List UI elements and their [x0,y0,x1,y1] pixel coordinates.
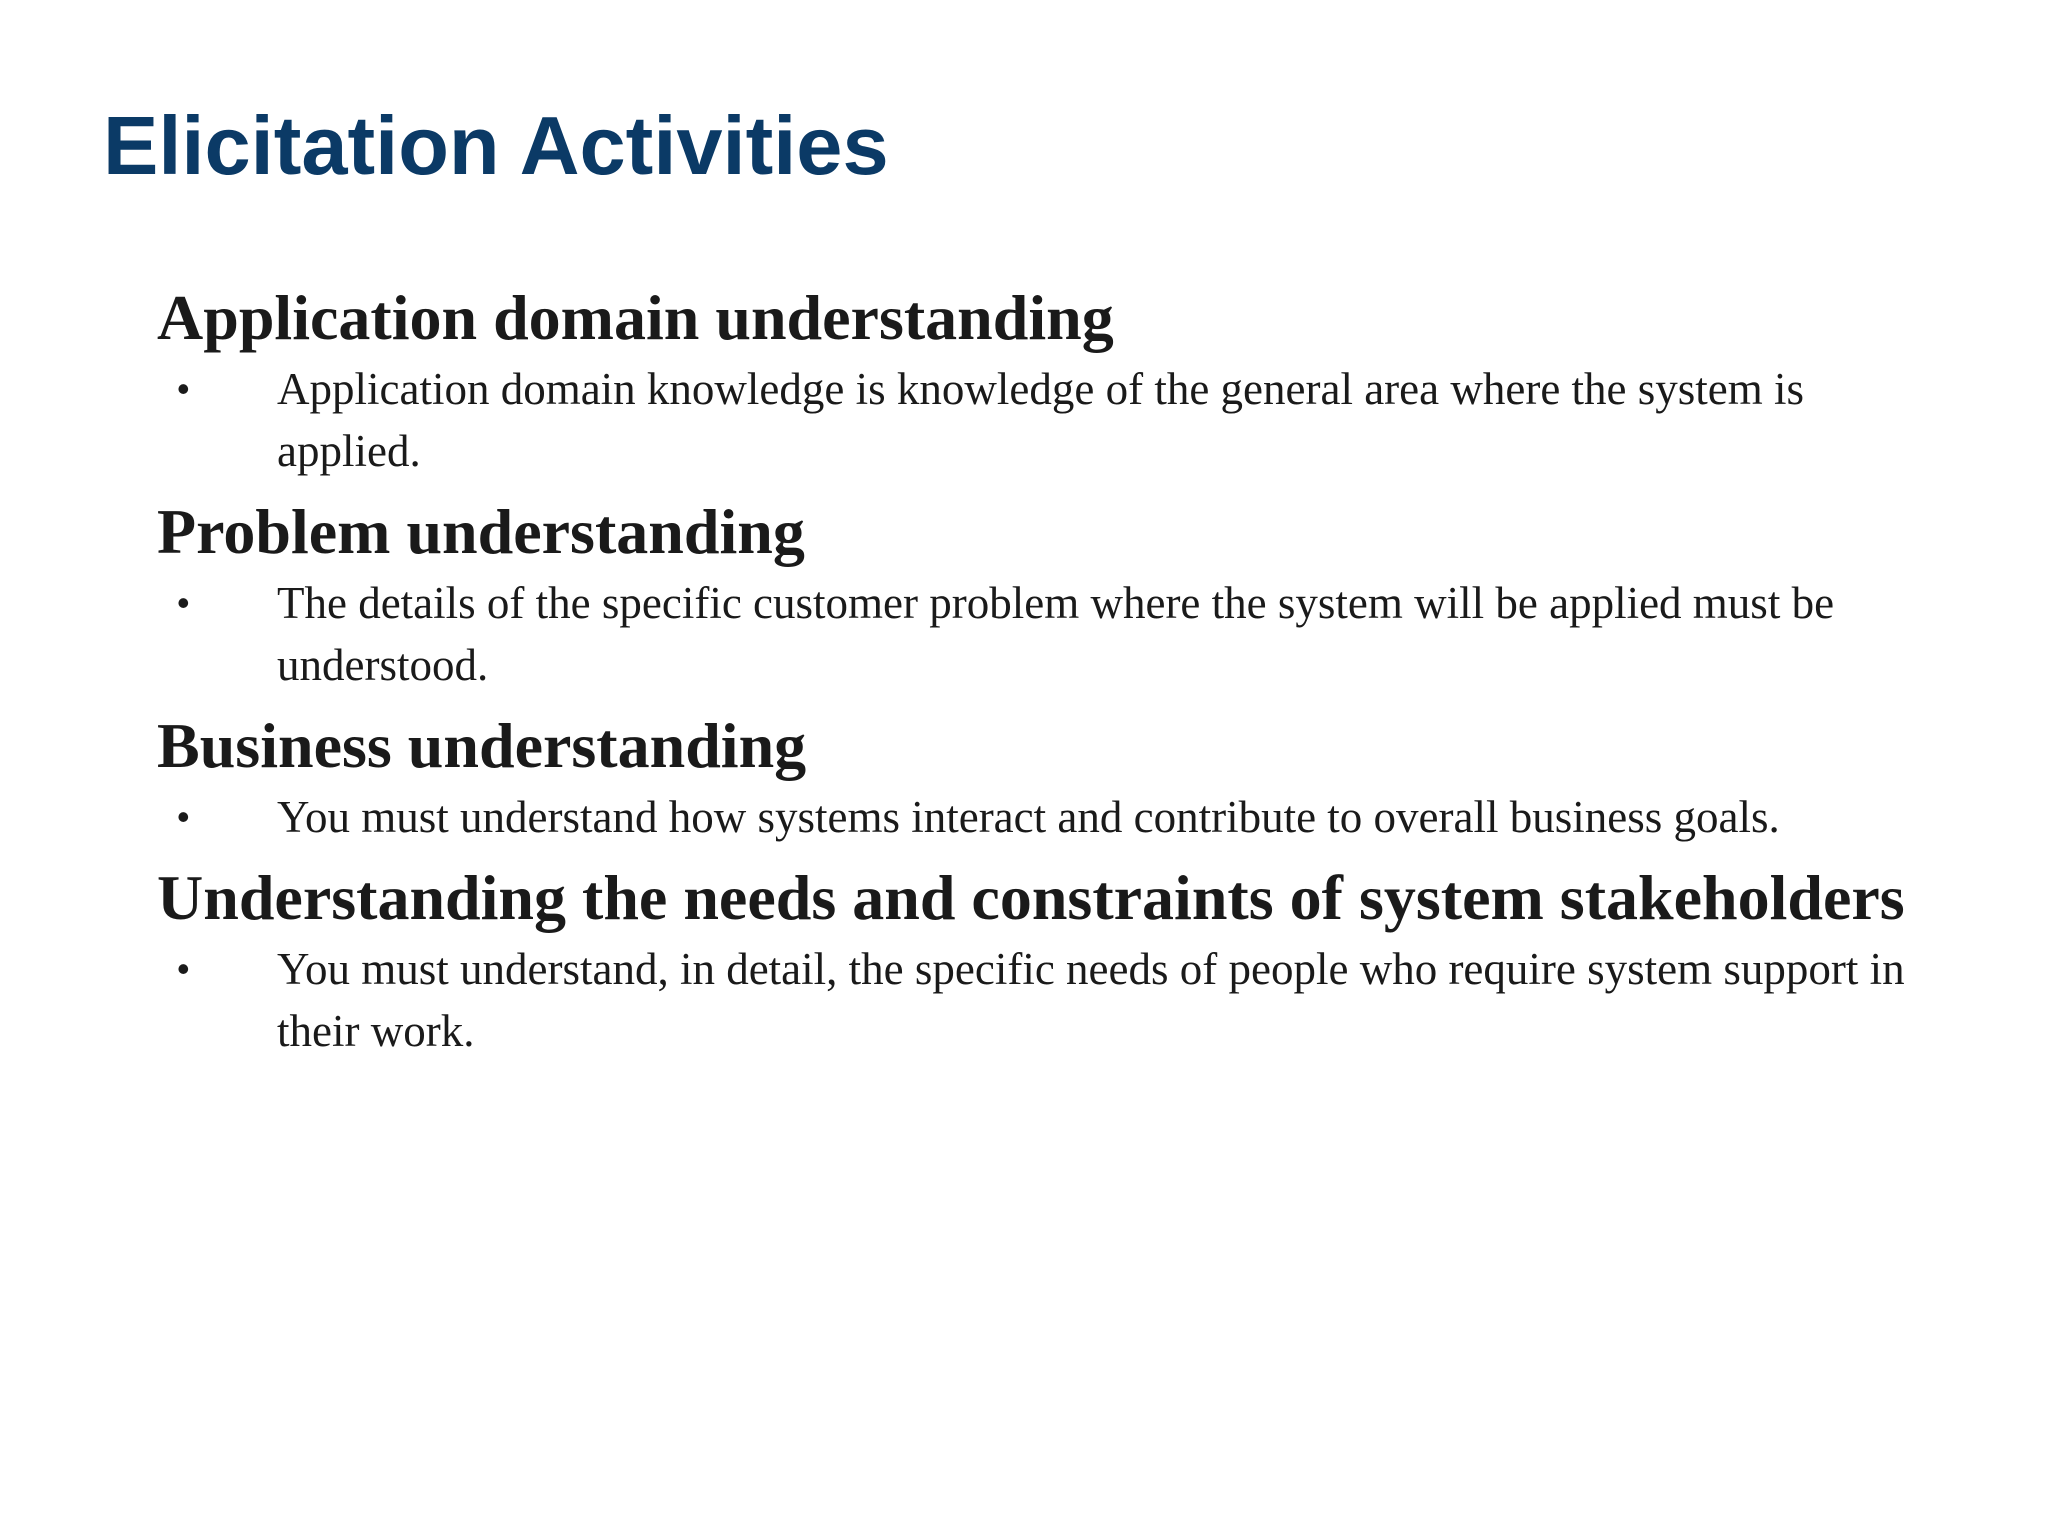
bullet-list [157,358,1917,482]
section-application-domain [157,278,1917,482]
bullet-text: The details of the specific customer problem where the system will be applied must be understood. [277,578,1835,690]
bullet-text: You must understand, in detail, the specific needs of people who require system support in their work. [277,944,1905,1056]
bullet-dot-icon: • [177,368,190,409]
bullet-dot-icon: • [177,582,190,623]
bullet-list [157,572,1917,696]
bullet-text: You must understand how systems interact and contribute to overall business goals. [277,792,1780,842]
slide-content [157,278,1917,1072]
section-heading: Application domain understanding [157,282,1114,353]
section-business [157,706,1917,848]
bullet-dot-icon: • [177,796,190,837]
bullet-text: Application domain knowledge is knowledge of the general area where the system is applied. [277,364,1805,476]
bullet-list [157,786,1917,848]
section-heading: Business understanding [157,710,807,781]
section-heading: Understanding the needs and constraints of system stakeholders [157,862,1905,933]
section-problem [157,492,1917,696]
bullet-item [157,572,1917,696]
bullet-list [157,938,1917,1062]
section-stakeholders [157,858,1917,1062]
bullet-item [157,786,1917,848]
bullet-item [157,938,1917,1062]
bullet-item [157,358,1917,482]
slide-title: Elicitation Activities [103,99,889,192]
section-heading: Problem understanding [157,496,805,567]
bullet-dot-icon: • [177,948,190,989]
